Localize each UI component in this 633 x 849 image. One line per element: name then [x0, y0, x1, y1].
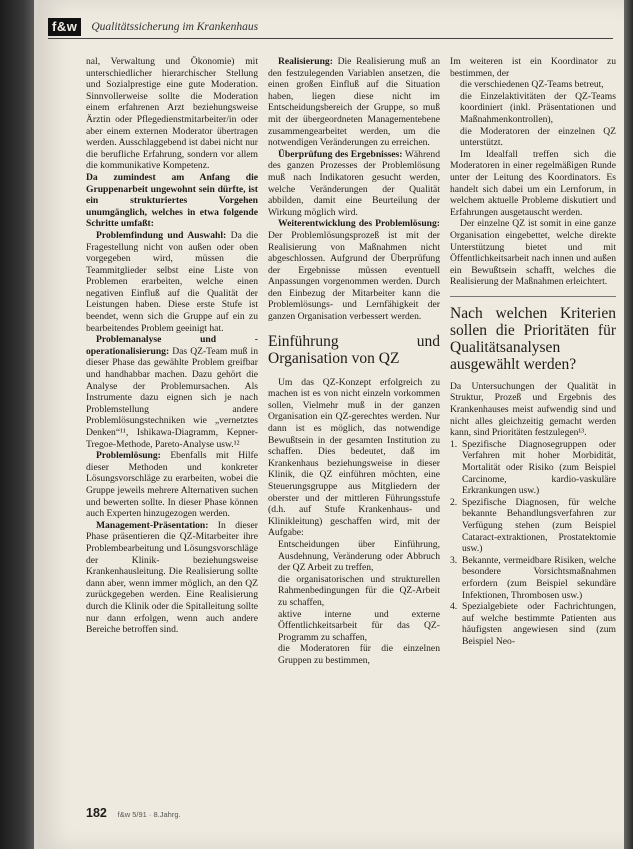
- step-heading: Problemfindung und Auswahl:: [96, 229, 227, 241]
- list-number: 3.: [450, 554, 458, 566]
- step-realisierung: [268, 56, 440, 149]
- step-body: Das QZ-Team muß in dieser Phase das gewählte Problem greifbar und handhabbar machen. Dazu gehört die Analyse der Problemursachen. Als Instrumente dazu eignen sich je nach Problemstellung andere Problemlösungstechniken wie „vernetztes Denken“¹¹, Ishikawa-Diagramm, Kepner-Tregoe-Methode, Pareto-Analyse usw.¹²: [86, 345, 258, 450]
- step-body: In dieser Phase präsentieren die QZ-Mitarbeiter ihre Problembearbeitung und Lösungsvorschläge der Klinik- beziehungsweise Krankenhausleitung. Die Realisierung sollte dann aber, wenn immer möglich, an den QZ zurückgegeben werden. Eine Realisierung durch die Klinik oder die Spitalleitung sollte nur dann erfolgen, wenn auch andere Bereiche betroffen sind.: [86, 519, 258, 636]
- page-footer: [86, 806, 181, 820]
- step-body: Da die Fragestellung nicht von außen oder oben vorgegeben wird, müssen die Teammitglieder selbst eine Liste von Problemen erarbeiten, welche einen negativen Einfluß auf die Qualität der Leistungen haben. Diese erste Stufe ist beendet, wenn sich die Gruppe auf ein zu bearbeitendes Problem geeinigt hat.: [86, 229, 258, 334]
- box-heading: Nach welchen Kriterien sollen die Prioritäten für Qualitätsanalysen ausgewählt werden?: [450, 296, 616, 373]
- list-item: die Einzelaktivitäten der QZ-Teams koordiniert (inkl. Präsentationen und Maßnahmenkontrollen),: [460, 90, 616, 125]
- paragraph-bold-intro: Da zumindest am Anfang die Gruppenarbeit ungewohnt sein dürfte, ist ein strukturiertes Vorgehen unumgänglich, welches in etwa folgende Schritte umfaßt:: [86, 171, 258, 230]
- list-item: die Moderatoren der einzelnen QZ unterstützt.: [460, 125, 616, 149]
- book-spine-shadow: [0, 0, 34, 849]
- page-number: 182: [86, 806, 107, 820]
- step-problemloesung: [86, 450, 258, 520]
- step-heading: Problemanalyse und -operationalisierung:: [86, 334, 258, 357]
- paragraph: Um das QZ-Konzept erfolgreich zu machen ist es von nicht einzeln vorkommen sollen, Vielmehr muß in der ganzen Organisation ein QZ-gerechtes werden. Nur dann ist es möglich, das notwendige Bewußtsein in der gesamten Institution zu schaffen. Dies bedeutet, daß im Krankenhaus beziehungsweise in dieser Klinik, die QZ einführen möchten, eine Steuerungsgruppe aus Mitgliedern der oberster und der mittleren Führungsstufe (d.h. auf Stufe Krankenhaus- und Klinikleitung) geschaffen wird, mit der Aufgabe:: [268, 376, 440, 539]
- list-item: [450, 555, 616, 601]
- step-heading: Weiterentwicklung des Problemlösung:: [278, 218, 440, 230]
- text-column-3: [450, 56, 616, 648]
- paragraph: nal, Verwaltung und Ökonomie) mit unterschiedlicher hierarchischer Stellung und Sozialprestige eine gute Moderation. Sinnvollerweise sollte die Moderation einem erfahrenen Arzt beziehungsweise Ärztin oder Pflegedienstmitarbeiter/in oder aber einem externen Moderator übertragen werden. Ausschlaggebend ist dabei nicht nur die berufliche Erfahrung, sondern vor allem die kommunikative Kompetenz.: [86, 56, 258, 172]
- step-body: Der Problemlösungsprozeß ist mit der Realisierung von Maßnahmen nicht abgeschlossen. Aufgrund der Überprüfung der Ergebnisse müssen eventuell Anpassungen vorgenommen werden. Durch den Einbezug der Mitarbeiter kann die Problemlösungs- und Lernfähigkeit der ganzen Organisation verbessert werden.: [268, 229, 440, 323]
- coordinator-task-list: [450, 79, 616, 149]
- step-ueberpruefung: [268, 149, 440, 219]
- list-item: die organisatorischen und strukturellen Rahmenbedingungen für die QZ-Arbeit zu schaffen,: [278, 573, 440, 608]
- paragraph: Da Untersuchungen der Qualität in Struktur, Prozeß und Ergebnis des Krankenhauses meist aufwendig sind und nicht alles gleichzeitig gemacht werden kann, sind Prioritäten festzulegen¹³.: [450, 380, 616, 439]
- paragraph: Im Idealfall treffen sich die Moderatoren in einer regelmäßigen Runde unter der Leitung des Koordinators. Es handelt sich dabei um ein Lernforum, in welchem aktuelle Probleme diskutiert und Erfahrungen ausgetauscht werden.: [450, 148, 616, 218]
- list-item: [450, 497, 616, 555]
- step-weiterentwicklung: [268, 218, 440, 322]
- step-body: Ebenfalls mit Hilfe dieser Methoden und konkreter Lösungsvorschläge zu erarbeiten, wobei die Gruppe jeweils mehrere Alternativen suchen und bewerten sollte. In dieser Phase können auch Experten hinzugezogen werden.: [86, 450, 258, 520]
- step-heading: Überprüfung des Ergebnisses:: [278, 148, 403, 160]
- section-heading: Einführung und Organisation von QZ: [268, 332, 440, 367]
- list-number: 4.: [450, 601, 458, 613]
- paragraph: Im weiteren ist ein Koordinator zu bestimmen, der: [450, 56, 616, 79]
- step-body: Während des ganzen Prozesses der Problemlösung muß nach Indikatoren gesucht werden, welche Veränderungen der Qualität abbilden, damit eine Beurteilung der Wirkung möglich wird.: [268, 148, 441, 218]
- step-problemanalyse: [86, 334, 258, 450]
- text-column-1: [86, 56, 258, 636]
- list-text: Spezialgebiete oder Fachrichtungen, auf welche bestimmte Patienten aus häufigsten angewiesen sind (zum Beispiel Neo-: [462, 601, 616, 647]
- step-management-praesentation: [86, 520, 258, 636]
- list-number: 2.: [450, 496, 458, 508]
- running-header: [48, 16, 613, 39]
- list-item: die verschiedenen QZ-Teams betreut,: [460, 79, 604, 91]
- issue-source: f&w 5/91 · 8.Jahrg.: [117, 810, 181, 819]
- list-number: 1.: [450, 438, 458, 450]
- list-text: Bekannte, vermeidbare Risiken, welche besondere Vorsichtsmaßnahmen erfordern (zum Beispiel sekundäre Infektionen, Thrombosen usw.): [462, 554, 616, 601]
- journal-logo: f&w: [48, 18, 81, 36]
- list-item: [450, 439, 616, 497]
- list-item: die Moderatoren für die einzelnen Gruppen zu bestimmen,: [278, 643, 440, 666]
- running-header-title: Qualitätssicherung im Krankenhaus: [91, 21, 259, 33]
- list-item: Entscheidungen über Einführung, Ausdehnung, Veränderung oder Abbruch der QZ Arbeit zu treffen,: [278, 538, 440, 574]
- step-heading: Management-Präsentation:: [96, 519, 209, 531]
- step-body: Die Realisierung muß an den festzulegenden Variablen ansetzen, die einen großen Einfluß auf die Situation haben, liegen diese nicht im Entscheidungsbereich der Gruppe, so muß mit der übergeordneten Managementebene zusammengearbeitet werden, um die notwendigen Veränderungen zu erreichen.: [268, 56, 440, 149]
- task-list: [268, 539, 440, 667]
- step-heading: Realisierung:: [278, 56, 333, 67]
- step-heading: Problemlösung:: [96, 450, 161, 462]
- paragraph: Der einzelne QZ ist somit in eine ganze Organisation eingebettet, welche direkte Unterstützung bietet und mit Öffentlichkeitsarbeit nach innen und außen ein Bewußtsein schafft, welches die Realisierung der Maßnahmen erleichtert.: [450, 218, 616, 288]
- page-edge-shadow: [624, 0, 633, 849]
- step-problemfindung: [86, 230, 258, 334]
- list-item: [450, 601, 616, 647]
- list-text: Spezifische Diagnosen, für welche bekannte Behandlungsverfahren zur Verfügung stehen (zum Beispiel Cataract-extraktionen, Prostatektomie usw.): [462, 496, 616, 555]
- list-item: aktive interne und externe Öffentlichkeitsarbeit für das QZ-Programm zu schaffen,: [278, 608, 440, 643]
- list-text: Spezifische Diagnosegruppen oder Verfahren mit hoher Morbidität, Mortalität oder Risiko (zum Beispiel Carcinome, kardio-vaskuläre Erkrankungen usw.): [462, 438, 616, 497]
- text-column-2: [268, 56, 440, 667]
